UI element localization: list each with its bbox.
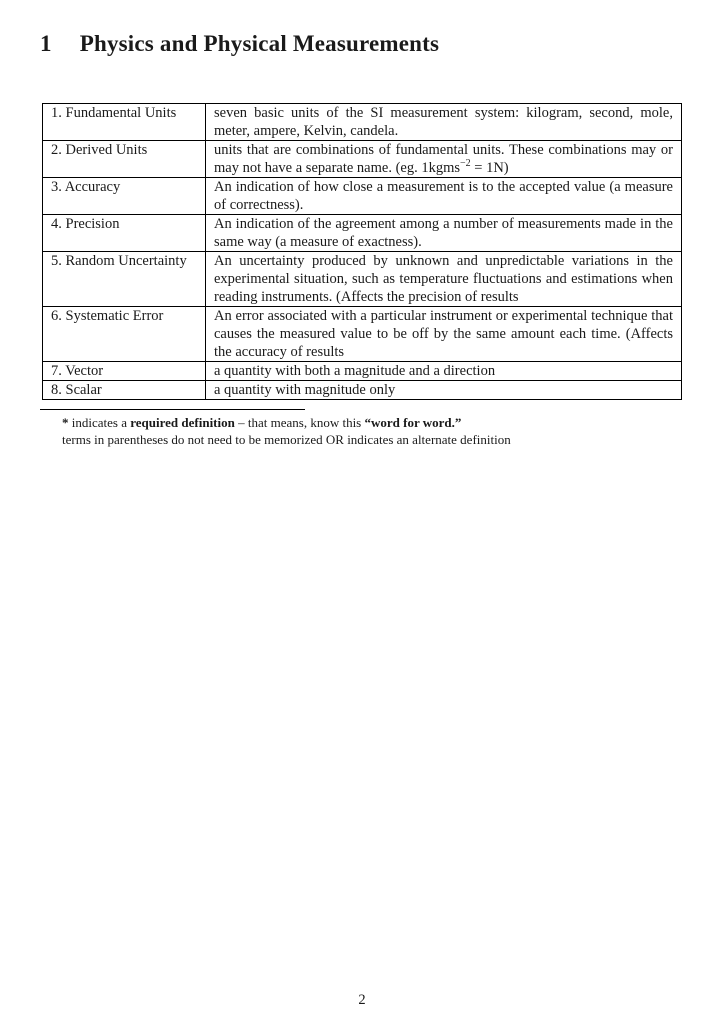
footnote-rule <box>40 409 305 410</box>
definition-cell: seven basic units of the SI measurement system: kilogram, second, mole, meter, ampere, Kelvin, candela. <box>206 104 682 141</box>
definition-cell <box>206 141 682 178</box>
definition-cell: a quantity with both a magnitude and a direction <box>206 362 682 381</box>
definition-cell: a quantity with magnitude only <box>206 381 682 400</box>
section-title-text: Physics and Physical Measurements <box>79 31 440 56</box>
term-cell: 1. Fundamental Units <box>43 104 206 141</box>
footnote-line-2: terms in parentheses do not need to be memorized OR indicates an alternate definition <box>62 431 511 447</box>
definition-cell: An error associated with a particular instrument or experimental technique that causes the measured value to be off by the same amount each time. (Affects the accuracy of results <box>206 307 682 362</box>
table-row <box>43 215 682 252</box>
term-cell: 3. Accuracy <box>43 178 206 215</box>
footnote-line-1 <box>40 415 684 432</box>
definition-superscript: −2 <box>460 158 471 170</box>
footnote-bold-text: “word for word.” <box>364 415 462 430</box>
definitions-table <box>42 103 682 400</box>
term-cell: 5. Random Uncertainty <box>43 252 206 307</box>
definition-text-end: = 1N) <box>470 160 509 176</box>
table-row <box>43 141 682 178</box>
term-cell: 8. Scalar <box>43 381 206 400</box>
term-cell: 2. Derived Units <box>43 141 206 178</box>
footnote <box>40 409 684 448</box>
table-row <box>43 307 682 362</box>
definition-cell: An indication of how close a measurement is to the accepted value (a measure of correctness). <box>206 178 682 215</box>
footnote-text: – that means, know this <box>234 415 365 430</box>
section-title <box>40 31 439 57</box>
section-number: 1 <box>40 31 52 56</box>
footnote-text: indicates a <box>71 415 131 430</box>
table-row <box>43 178 682 215</box>
definition-cell: An uncertainty produced by unknown and unpredictable variations in the experimental situation, such as temperature fluctuations and estimations when reading instruments. (Affects the precision of results <box>206 252 682 307</box>
term-cell: 7. Vector <box>43 362 206 381</box>
footnote-asterisk: * <box>62 415 72 430</box>
term-cell: 4. Precision <box>43 215 206 252</box>
table-row <box>43 381 682 400</box>
definition-cell: An indication of the agreement among a number of measurements made in the same way (a measure of exactness). <box>206 215 682 252</box>
table-row <box>43 362 682 381</box>
term-cell: 6. Systematic Error <box>43 307 206 362</box>
footnote-bold-text: required definition <box>130 415 235 430</box>
page-number: 2 <box>358 992 366 1008</box>
table-row <box>43 104 682 141</box>
table-row <box>43 252 682 307</box>
definition-text: units that are combinations of fundamental units. These combinations may or may not have a separate name. (eg. 1kgms <box>214 142 673 176</box>
